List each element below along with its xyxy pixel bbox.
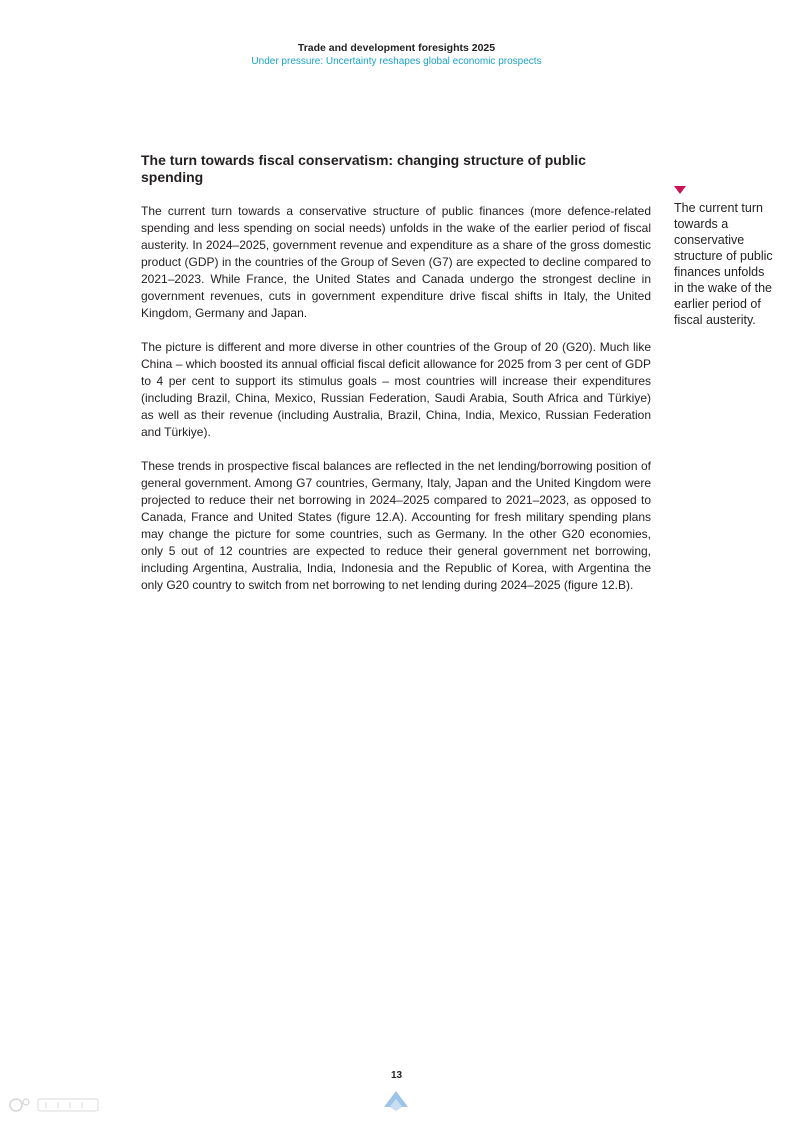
paragraph-3: These trends in prospective fiscal balances are reflected in the net lending/borrowing position of general government. Among G7 countries, Germany, Italy, Japan and the United Kingdom were projected to reduce their net borrowing in 2024–2025 compared to 2021–2023, as opposed to Canada, France and United States (figure 12.A). Accounting for fresh military spending plans may change the picture for some countries, such as Germany. In the other G20 economies, only 5 out of 12 countries are expected to reduce their general government net borrowing, including Argentina, Australia, India, Indonesia and the Republic of Korea, with Argentina the only G20 country to switch from net borrowing to net lending during 2024–2025 (figure 12.B). — [141, 459, 651, 592]
pull-quote: The current turn towards a conservative structure of public finances unfolds in the wake of the earlier period of fiscal austerity. — [674, 201, 773, 327]
page-number: 13 — [390, 1070, 403, 1081]
triangle-down-icon — [674, 186, 686, 194]
document-title: Trade and development foresights 2025 — [297, 42, 496, 54]
running-header — [0, 42, 793, 68]
sidebar-callout — [674, 186, 774, 328]
main-content — [141, 152, 651, 611]
up-arrow-icon[interactable] — [382, 1089, 410, 1113]
watermark-logo — [6, 1094, 106, 1116]
section-heading: The turn towards fiscal conservatism: changing structure of public spending — [141, 152, 586, 185]
document-subtitle: Under pressure: Uncertainty reshapes global economic prospects — [251, 56, 542, 67]
paragraph-2: The picture is different and more diverse in other countries of the Group of 20 (G20). Much like China – which boosted its annual official fiscal deficit allowance for 2025 from 3 per cent of GDP to 4 per cent to support its stimulus goals – most countries will increase their expenditures (including Brazil, China, Mexico, Russian Federation, Saudi Arabia, South Africa and Türkiye) as well as their revenue (including Australia, Brazil, China, India, Mexico, Russian Federation and Türkiye). — [141, 340, 651, 439]
paragraph-1: The current turn towards a conservative structure of public finances (more defence-related spending and less spending on social needs) unfolds in the wake of the earlier period of fiscal austerity. In 2024–2025, government revenue and expenditure as a share of the gross domestic product (GDP) in the countries of the Group of Seven (G7) are expected to decline compared to 2021–2023. While France, the United States and Canada undergo the strongest decline in government revenues, cuts in government expenditure drive fiscal shifts in Italy, the United Kingdom, Germany and Japan. — [141, 204, 651, 320]
